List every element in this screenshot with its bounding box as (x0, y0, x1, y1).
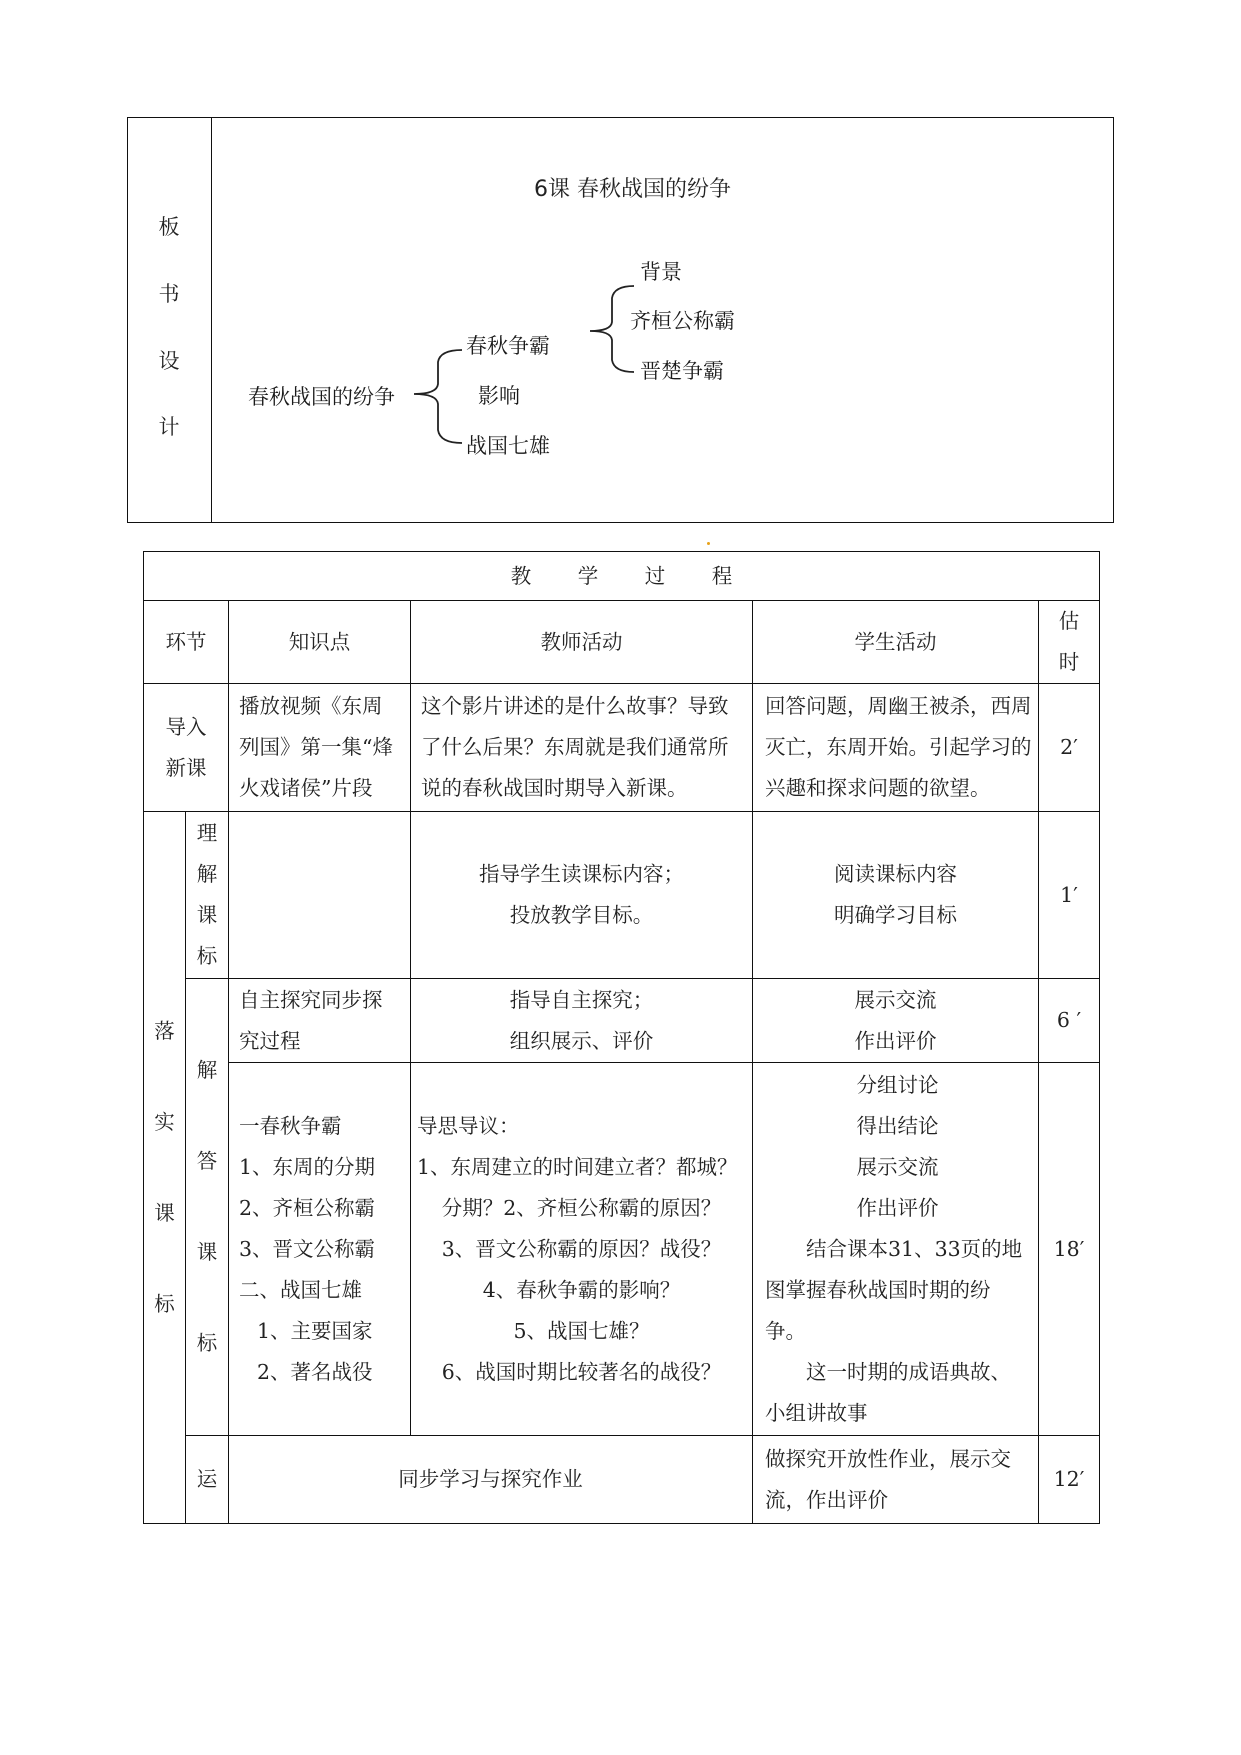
mindmap-branch: 影响 (478, 384, 520, 408)
understand-knowledge (229, 812, 411, 979)
guided-teacher-line: 分期？2、齐桓公称霸的原因？ (441, 1195, 722, 1220)
mindmap-root: 春秋战国的纷争 (248, 385, 395, 409)
understand-student (753, 812, 1039, 979)
apply-knowledge: 同步学习与探究作业 (229, 1436, 753, 1524)
understand-label-char: 解 (196, 862, 218, 886)
self-study-teacher-line: 指导自主探究； (509, 987, 654, 1012)
apply-time: 12′ (1039, 1436, 1100, 1524)
intro-stage-line: 导入 (165, 714, 207, 739)
main-stage-char: 标 (154, 1291, 175, 1316)
main-stage-char: 实 (154, 1109, 175, 1134)
header-time-line: 时 (1058, 650, 1080, 674)
guided-knowledge (229, 1063, 411, 1436)
intro-stage-line: 新课 (165, 755, 207, 780)
understand-teacher-line: 投放教学目标。 (509, 903, 654, 927)
main-stage-char: 落 (154, 1018, 175, 1043)
guided-teacher-line: 6、战国时期比较著名的战役？ (441, 1359, 722, 1384)
guided-student (753, 1063, 1039, 1436)
understand-label-char: 课 (196, 903, 218, 927)
understand-time: 1′ (1039, 812, 1100, 979)
guided-knowledge-line: 2、齐桓公称霸 (239, 1195, 376, 1220)
board-side-label-char: 书 (158, 282, 180, 306)
header-stage: 环节 (144, 601, 229, 684)
header-knowledge: 知识点 (229, 601, 411, 684)
self-study-teacher (411, 979, 753, 1063)
answer-label-char: 答 (196, 1149, 218, 1173)
guided-teacher (411, 1063, 753, 1436)
understand-student-line: 明确学习目标 (834, 903, 957, 927)
guided-knowledge-line: 2、著名战役 (257, 1359, 373, 1384)
answer-label-char: 课 (196, 1240, 218, 1264)
guided-student-paragraph: 结合课本31、33页的地图掌握春秋战国时期的纷争。 (765, 1236, 1023, 1343)
guided-knowledge-line: 1、东周的分期 (239, 1154, 376, 1179)
root-brace (414, 350, 462, 443)
mindmap-sub-branch: 背景 (640, 260, 682, 284)
answer-label-char: 标 (196, 1331, 218, 1355)
intro-stage (144, 684, 229, 812)
header-time (1039, 601, 1100, 684)
header-time-line: 估 (1058, 609, 1080, 633)
understand-teacher (411, 812, 753, 979)
header-student: 学生活动 (753, 601, 1039, 684)
mindmap-branch: 春秋争霸 (466, 334, 550, 358)
header-teacher: 教师活动 (411, 601, 753, 684)
guided-knowledge-line: 一春秋争霸 (239, 1113, 342, 1138)
guided-teacher-line: 3、晋文公称霸的原因？战役？ (441, 1236, 722, 1261)
answer-label-char: 解 (196, 1058, 218, 1082)
guided-student-line: 分组讨论 (856, 1072, 939, 1097)
stray-dot (707, 542, 710, 545)
board-title: 6课 春秋战国的纷争 (534, 177, 731, 202)
intro-time: 2′ (1039, 684, 1100, 812)
board-side-label-char: 计 (158, 415, 180, 439)
understand-teacher-line: 指导学生读课标内容； (479, 862, 684, 886)
board-side-label-char: 设 (158, 349, 180, 373)
apply-student: 做探究开放性作业，展示交流，作出评价 (753, 1436, 1039, 1524)
self-study-student-line: 作出评价 (854, 1028, 937, 1053)
guided-teacher-line: 4、春秋争霸的影响？ (482, 1277, 681, 1302)
self-study-teacher-line: 组织展示、评价 (509, 1028, 654, 1053)
mindmap-branch: 战国七雄 (466, 434, 550, 458)
self-study-student-line: 展示交流 (854, 987, 937, 1012)
main-stage-char: 课 (154, 1200, 175, 1225)
guided-teacher-line: 1、东周建立的时间建立者？都城？ (417, 1154, 738, 1179)
board-side-label-char: 板 (158, 215, 180, 239)
mindmap-sub-branch: 晋楚争霸 (640, 359, 724, 383)
branch-brace (590, 286, 634, 372)
guided-knowledge-line: 二、战国七雄 (239, 1277, 362, 1302)
understand-label (186, 812, 229, 979)
self-study-knowledge: 自主探究同步探究过程 (229, 979, 411, 1063)
guided-student-line: 作出评价 (856, 1195, 939, 1220)
intro-knowledge: 播放视频《东周列国》第一集“烽火戏诸侯”片段 (229, 684, 411, 812)
apply-label: 运 (186, 1436, 229, 1524)
guided-teacher-line: 5、战国七雄？ (513, 1318, 650, 1343)
guided-time: 18′ (1039, 1063, 1100, 1436)
mindmap-sub-branch: 齐桓公称霸 (630, 309, 735, 333)
understand-label-char: 标 (196, 944, 218, 968)
guided-student-line: 展示交流 (856, 1154, 939, 1179)
main-stage (144, 812, 186, 1524)
guided-student-paragraph: 这一时期的成语典故、小组讲故事 (765, 1359, 1011, 1425)
answer-label (186, 979, 229, 1436)
intro-student: 回答问题，周幽王被杀，西周灭亡，东周开始。引起学习的兴趣和探求问题的欲望。 (753, 684, 1039, 812)
teaching-process-table (143, 551, 1100, 1524)
understand-student-line: 阅读课标内容 (834, 862, 957, 886)
process-heading: 教 学 过 程 (144, 552, 1100, 601)
self-study-time: 6 ′ (1039, 979, 1100, 1063)
intro-teacher: 这个影片讲述的是什么故事？导致了什么后果？东周就是我们通常所说的春秋战国时期导入新课。 (411, 684, 753, 812)
guided-knowledge-line: 3、晋文公称霸 (239, 1236, 376, 1261)
understand-label-char: 理 (196, 821, 218, 845)
guided-teacher-line: 导思导议： (417, 1113, 520, 1138)
guided-student-line: 得出结论 (856, 1113, 939, 1138)
self-study-student (753, 979, 1039, 1063)
guided-knowledge-line: 1、主要国家 (257, 1318, 373, 1343)
